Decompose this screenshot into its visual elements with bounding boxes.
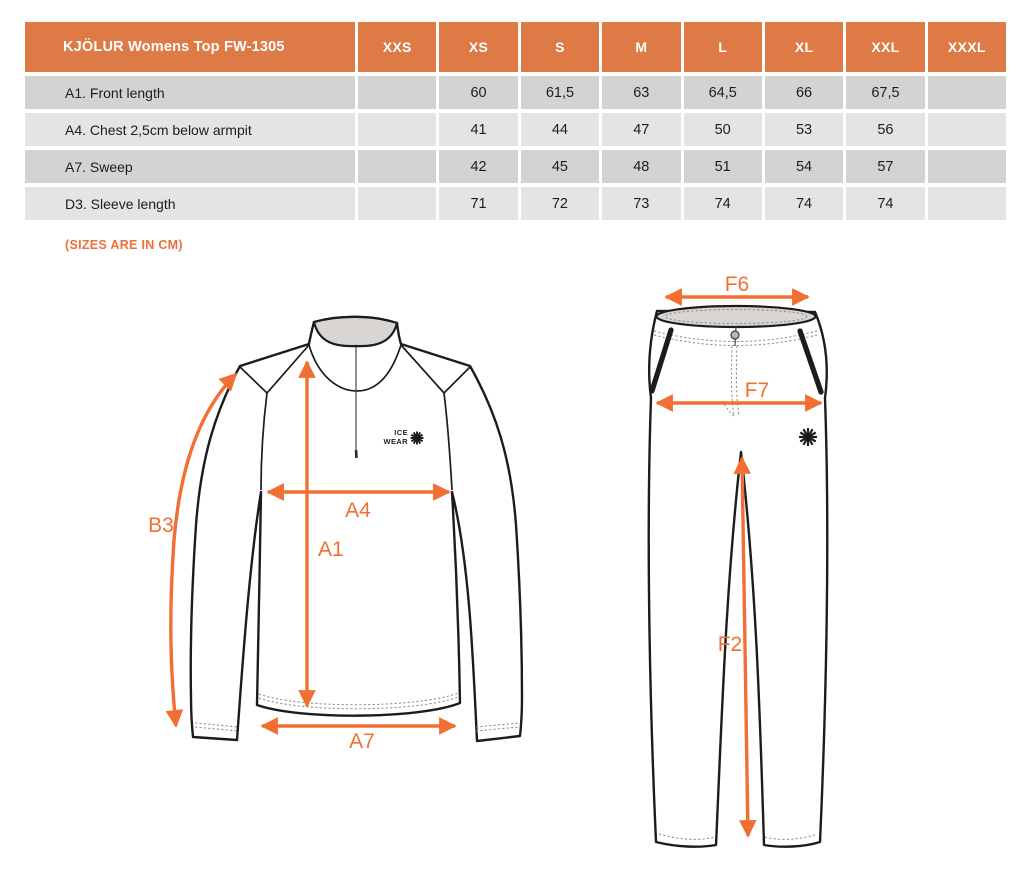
cell-a4-xxs xyxy=(358,113,436,146)
cell-a1-m: 63 xyxy=(602,76,680,109)
row-label-front-length: A1. Front length xyxy=(25,76,355,109)
row-label-sleeve-length: D3. Sleeve length xyxy=(25,187,355,220)
zipper-pull xyxy=(356,450,357,458)
cell-a4-m: 47 xyxy=(602,113,680,146)
label-a4: A4 xyxy=(345,499,371,522)
cell-a7-xxxl xyxy=(928,150,1006,183)
cell-a4-xs: 41 xyxy=(439,113,517,146)
col-header-xxs: XXS xyxy=(358,22,436,72)
sizes-unit-note: (SIZES ARE IN CM) xyxy=(65,238,183,252)
waist-button xyxy=(731,331,739,339)
cell-a1-s: 61,5 xyxy=(521,76,599,109)
label-f6: F6 xyxy=(724,273,750,296)
logo-text-wear: WEAR xyxy=(383,437,408,446)
pants-silhouette xyxy=(649,311,828,847)
cell-a7-m: 48 xyxy=(602,150,680,183)
col-header-xs: XS xyxy=(439,22,517,72)
cell-d3-xxl: 74 xyxy=(846,187,924,220)
cell-a1-xxxl xyxy=(928,76,1006,109)
row-label-sweep: A7. Sweep xyxy=(25,150,355,183)
top-drawing xyxy=(148,317,522,753)
col-header-xxl: XXL xyxy=(846,22,924,72)
cell-a1-xl: 66 xyxy=(765,76,843,109)
cell-a7-xxs xyxy=(358,150,436,183)
col-header-m: M xyxy=(602,22,680,72)
cell-a4-xxxl xyxy=(928,113,1006,146)
cell-a4-s: 44 xyxy=(521,113,599,146)
collar-opening xyxy=(314,317,397,346)
cell-d3-m: 73 xyxy=(602,187,680,220)
cell-a7-s: 45 xyxy=(521,150,599,183)
cell-a7-xxl: 57 xyxy=(846,150,924,183)
col-header-xxxl: XXXL xyxy=(928,22,1006,72)
label-a1: A1 xyxy=(318,538,344,561)
cell-d3-xl: 74 xyxy=(765,187,843,220)
cell-d3-xxxl xyxy=(928,187,1006,220)
cell-d3-xs: 71 xyxy=(439,187,517,220)
cell-a7-l: 51 xyxy=(684,150,762,183)
row-label-chest: A4. Chest 2,5cm below armpit xyxy=(25,113,355,146)
table-title: KJÖLUR Womens Top FW-1305 xyxy=(25,22,355,72)
cell-a7-xs: 42 xyxy=(439,150,517,183)
cell-a1-xs: 60 xyxy=(439,76,517,109)
cell-d3-xxs xyxy=(358,187,436,220)
label-f7: F7 xyxy=(744,379,770,402)
cell-a4-xl: 53 xyxy=(765,113,843,146)
col-header-l: L xyxy=(684,22,762,72)
col-header-s: S xyxy=(521,22,599,72)
cell-a1-xxl: 67,5 xyxy=(846,76,924,109)
label-b3: B3 xyxy=(148,514,174,537)
cell-a1-l: 64,5 xyxy=(684,76,762,109)
cell-a4-l: 50 xyxy=(684,113,762,146)
measurement-diagrams xyxy=(0,260,1029,885)
pants-drawing xyxy=(649,273,828,847)
logo-text-ice: ICE xyxy=(394,428,408,437)
cell-a7-xl: 54 xyxy=(765,150,843,183)
cell-a1-xxs xyxy=(358,76,436,109)
label-a7: A7 xyxy=(349,730,375,753)
cell-d3-l: 74 xyxy=(684,187,762,220)
label-f2: F2 xyxy=(717,633,743,656)
col-header-xl: XL xyxy=(765,22,843,72)
cell-d3-s: 72 xyxy=(521,187,599,220)
cell-a4-xxl: 56 xyxy=(846,113,924,146)
size-table xyxy=(25,22,1006,220)
